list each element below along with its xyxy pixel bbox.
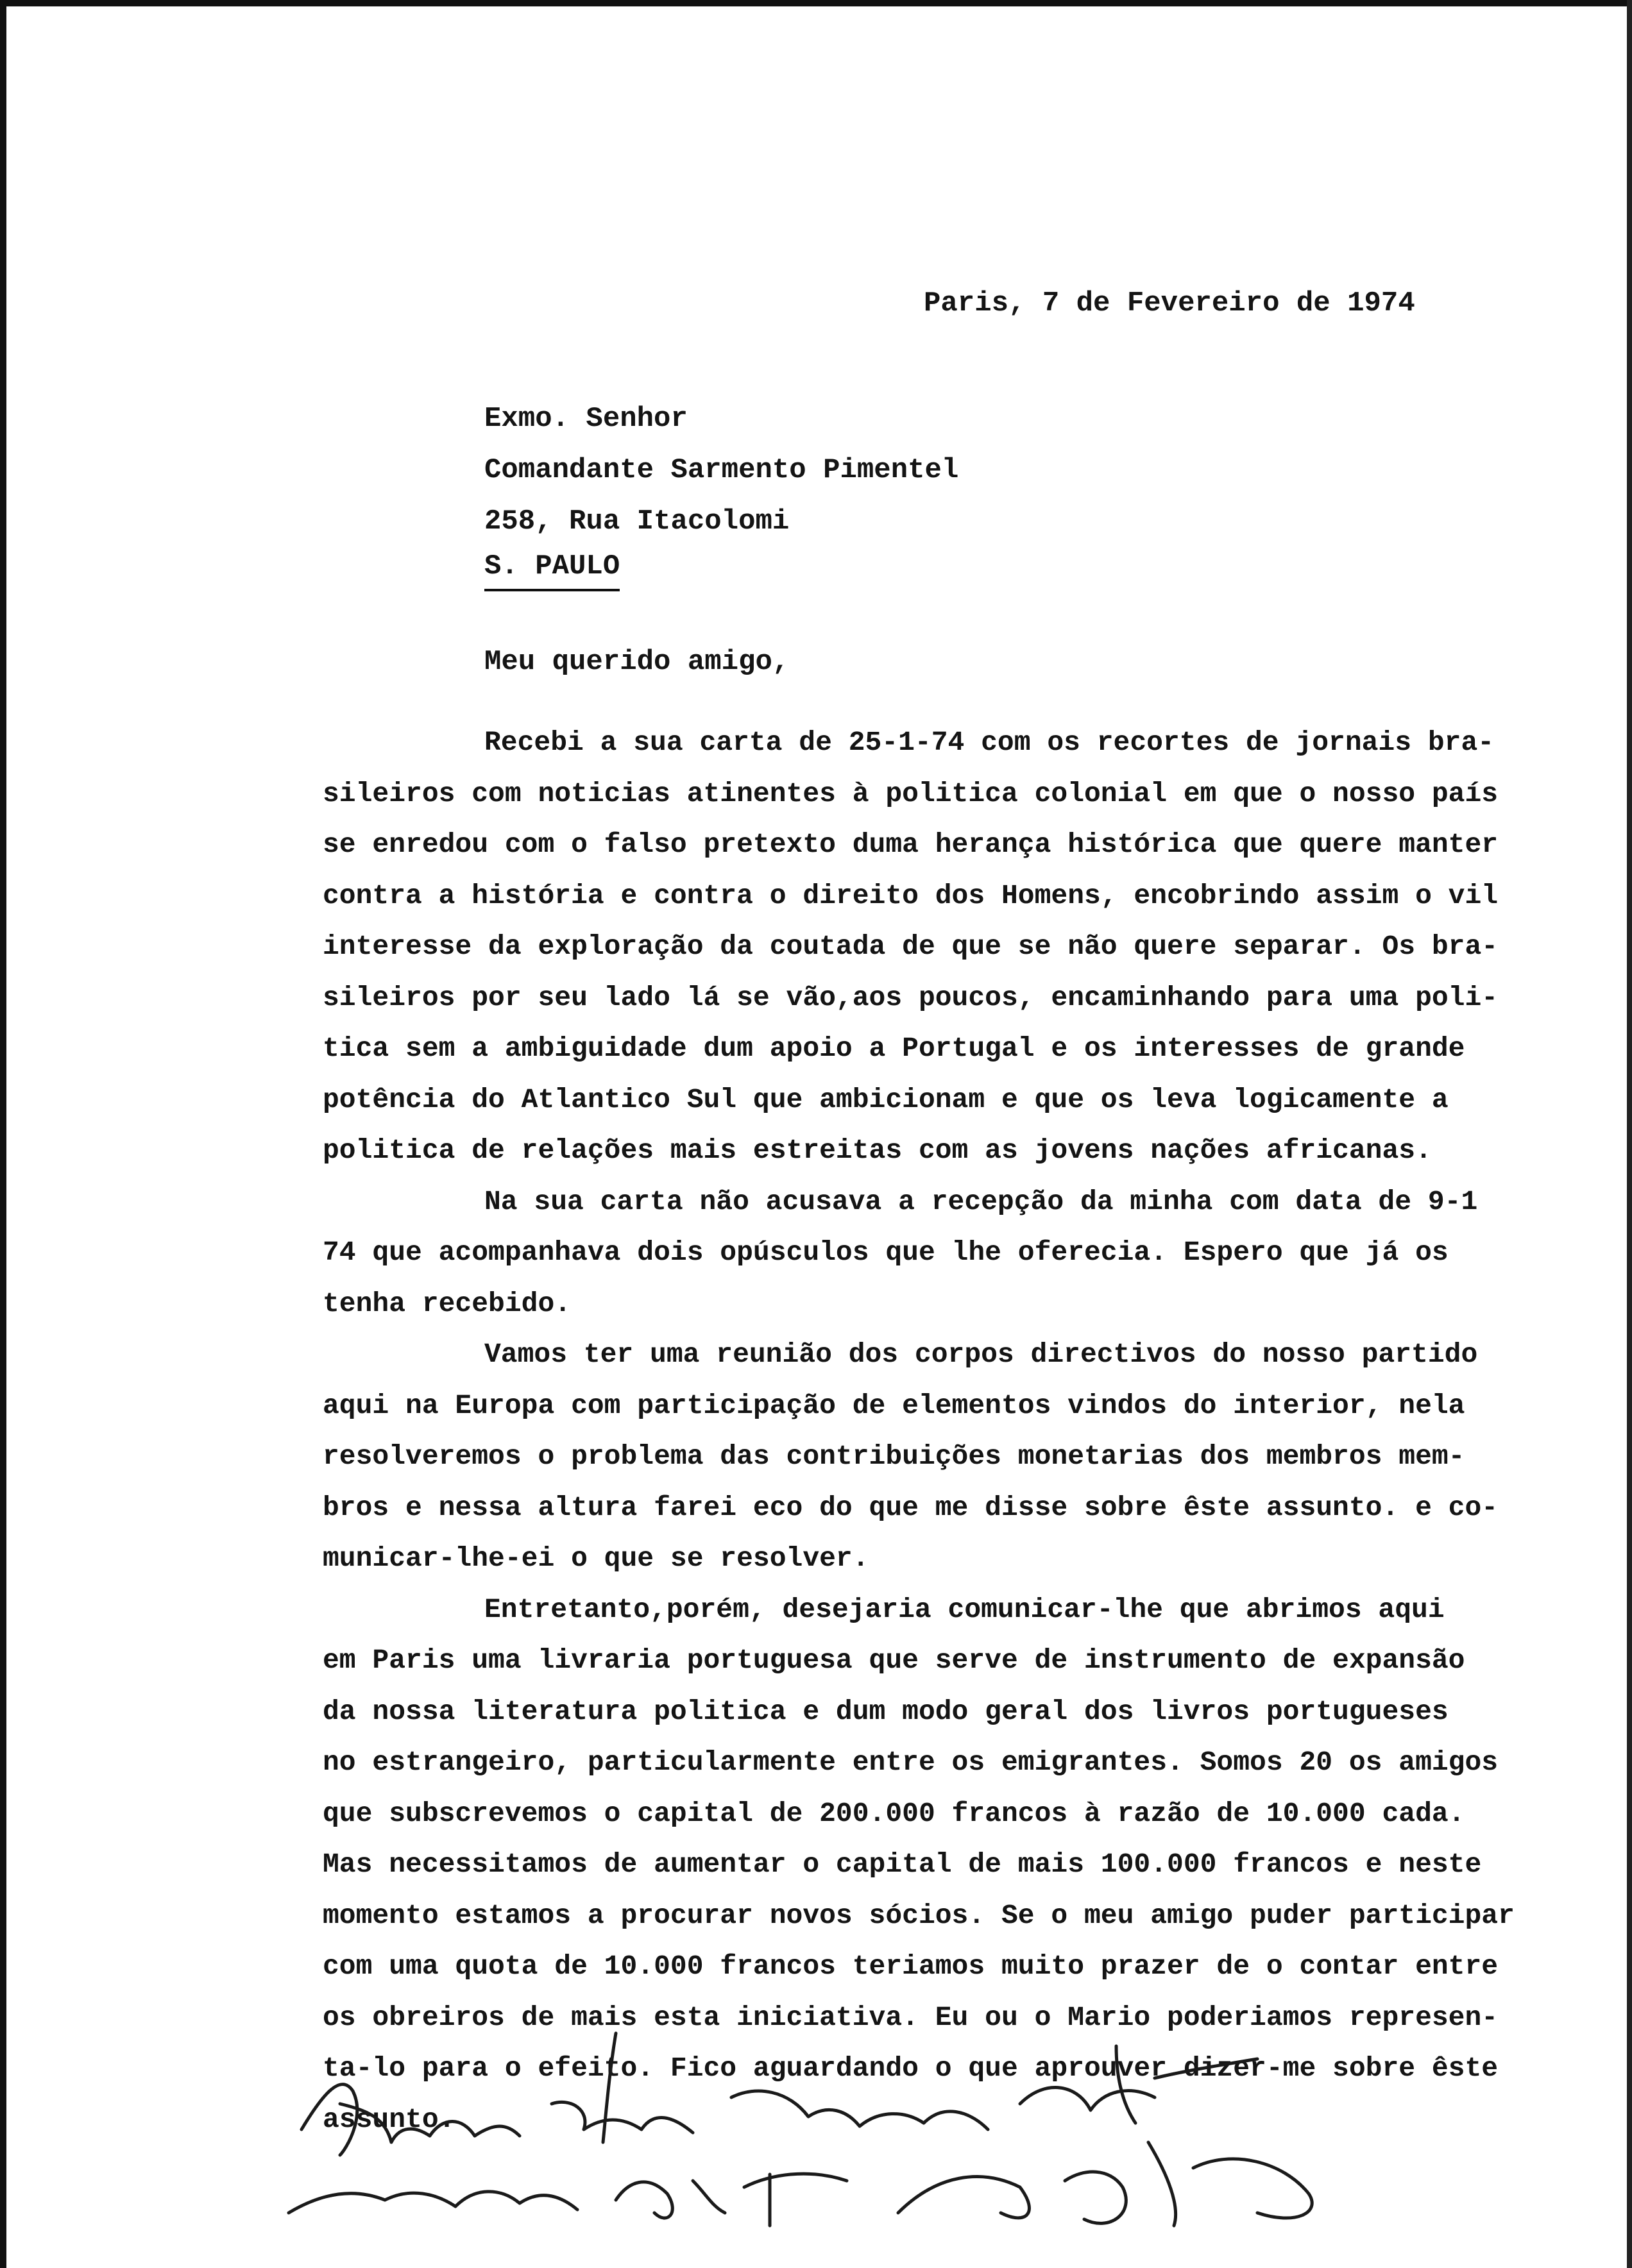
body-line: tica sem a ambiguidade dum apoio a Portugal e os interesses de grande (323, 1033, 1465, 1064)
address-line-2: Comandante Sarmento Pimentel (484, 454, 959, 486)
scan-border-top (0, 0, 1632, 6)
body-line: Recebi a sua carta de 25-1-74 com os recortes de jornais bra- (484, 727, 1495, 758)
body-line: Vamos ter uma reunião dos corpos directivos do nosso partido (484, 1339, 1478, 1370)
body-line: no estrangeiro, particularmente entre os emigrantes. Somos 20 os amigos (323, 1747, 1499, 1778)
address-line-1: Exmo. Senhor (484, 403, 688, 435)
body-line: contra a história e contra o direito dos Homens, encobrindo assim o vil (323, 879, 1499, 911)
scan-border-left (0, 0, 6, 2268)
salutation: Meu querido amigo, (484, 646, 790, 678)
body-line: assunto. (323, 2103, 455, 2135)
body-line: bros e nessa altura farei eco do que me disse sobre êste assunto. e co- (323, 1491, 1499, 1523)
body-line: com uma quota de 10.000 francos teriamos muito prazer de o contar entre (323, 1951, 1499, 1982)
body-line: Entretanto,porém, desejaria comunicar-lhe que abrimos aqui (484, 1593, 1445, 1625)
handwritten-signature (282, 2020, 1437, 2238)
address-city (484, 550, 620, 582)
body-line: politica de relações mais estreitas com as jovens nações africanas. (323, 1135, 1432, 1166)
body-line: que subscrevemos o capital de 200.000 francos à razão de 10.000 cada. (323, 1797, 1465, 1829)
signature-drawing (282, 2020, 1437, 2238)
body-line: os obreiros de mais esta iniciativa. Eu ou o Mario poderiamos represen- (323, 2001, 1499, 2033)
address-city-underlined: S. PAULO (484, 550, 620, 591)
scan-border-right (1627, 0, 1632, 2268)
body-line: momento estamos a procurar novos sócios. Se o meu amigo puder participar (323, 1899, 1515, 1931)
letter-date: Paris, 7 de Fevereiro de 1974 (924, 287, 1415, 319)
body-line: ta-lo para o efeito. Fico aguardando o que aprouver dizer-me sobre êste (323, 2052, 1499, 2084)
body-line: sileiros com noticias atinentes à politica colonial em que o nosso país (323, 777, 1499, 809)
letter-body (323, 717, 1529, 2145)
body-line: em Paris uma livraria portuguesa que serve de instrumento de expansão (323, 1645, 1465, 1676)
body-line: sileiros por seu lado lá se vão,aos poucos, encaminhando para uma poli- (323, 981, 1499, 1013)
body-line: potência do Atlantico Sul que ambicionam e que os leva logicamente a (323, 1083, 1449, 1115)
body-line: se enredou com o falso pretexto duma herança histórica que quere manter (323, 829, 1499, 860)
body-line: Na sua carta não acusava a recepção da minha com data de 9-1 (484, 1185, 1478, 1217)
body-line: da nossa literatura politica e dum modo geral dos livros portugueses (323, 1695, 1449, 1727)
body-line: Mas necessitamos de aumentar o capital de mais 100.000 francos e neste (323, 1849, 1482, 1880)
body-line: municar-lhe-ei o que se resolver. (323, 1543, 869, 1574)
body-line: resolveremos o problema das contribuições monetarias dos membros mem- (323, 1441, 1465, 1472)
address-line-3: 258, Rua Itacolomi (484, 505, 790, 537)
body-line: interesse da exploração da coutada de que se não quere separar. Os bra- (323, 931, 1499, 962)
body-line: aqui na Europa com participação de elementos vindos do interior, nela (323, 1389, 1465, 1421)
body-line: 74 que acompanhava dois opúsculos que lhe oferecia. Espero que já os (323, 1237, 1449, 1268)
body-line: tenha recebido. (323, 1287, 572, 1319)
